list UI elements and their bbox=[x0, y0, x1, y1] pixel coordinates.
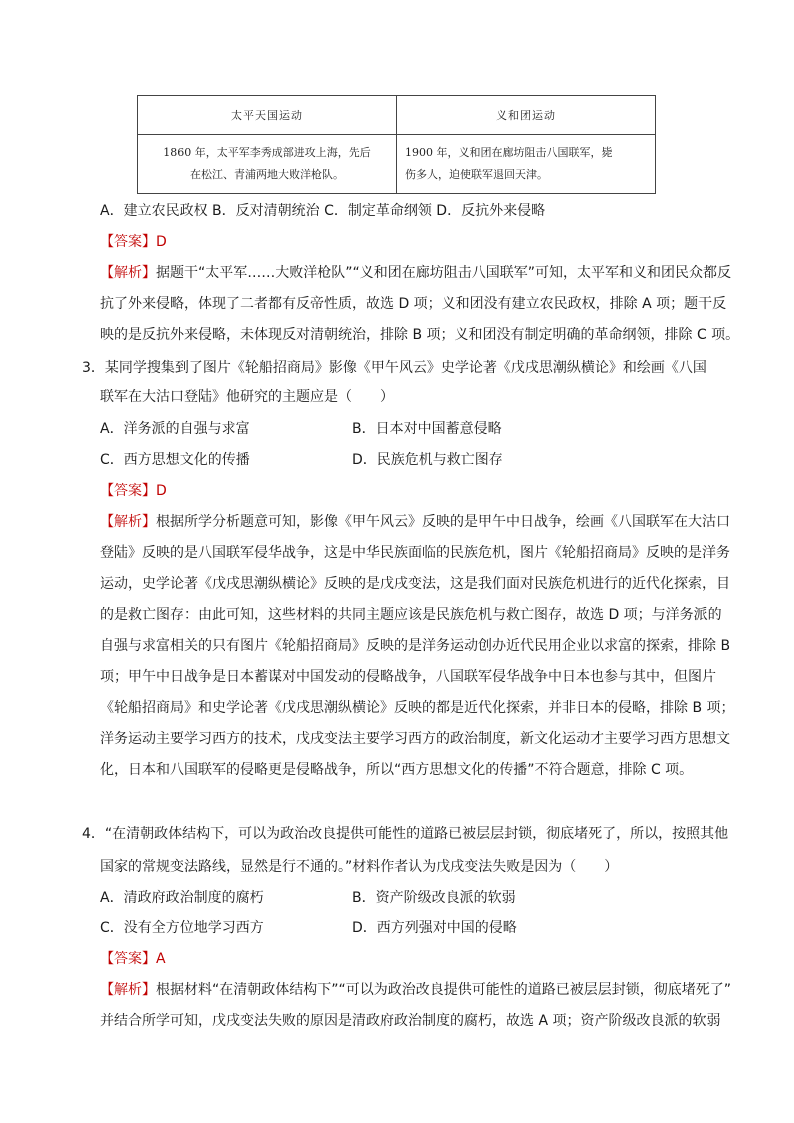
analysis-line: 抗了外来侵略，体现了二者都有反帝性质，故选 D 项；义和团没有建立农民政权，排除 A 项；题干反 bbox=[100, 296, 727, 312]
q3-analysis bbox=[100, 507, 742, 786]
analysis-line: 据题干“太平军……大败洋枪队”“义和团在廊坊阻击八国联军”可知，太平军和义和团民众都反 bbox=[156, 265, 732, 281]
q3-option-c: C．西方思想文化的传播 bbox=[100, 452, 250, 468]
analysis-line: 自强与求富相关的只有图片《轮船招商局》反映的是洋务运动创办近代民用企业以求富的探索，排除 B bbox=[100, 638, 731, 654]
q2-answer bbox=[100, 232, 760, 252]
q4-option-d: D．西方列强对中国的侵略 bbox=[352, 920, 517, 936]
comparison-table bbox=[137, 95, 656, 194]
q4-analysis bbox=[100, 975, 742, 1037]
cell-line: 伤多人，迫使联军退回天津。 bbox=[405, 168, 548, 181]
q2-analysis bbox=[100, 258, 742, 351]
q2-options: A．建立农民政权 B．反对清朝统治 C．制定革命纲领 D．反抗外来侵略 bbox=[100, 203, 546, 219]
answer-value: D bbox=[156, 234, 167, 250]
answer-value: D bbox=[156, 483, 167, 499]
answer-tag: 【答案】 bbox=[100, 234, 156, 250]
q4-stem-line: 国家的常规变法路线，显然是行不通的。”材料作者认为戊戌变法失败是因为（ ） bbox=[100, 859, 619, 875]
table-header-row bbox=[138, 96, 656, 135]
analysis-tag: 【解析】 bbox=[100, 265, 156, 281]
cell-line: 1900 年，义和团在廊坊阻击八国联军，毙 bbox=[405, 146, 613, 159]
q4-option-a: A．清政府政治制度的腐朽 bbox=[100, 890, 264, 906]
analysis-line: 根据所学分析题意可知，影像《甲午风云》反映的是甲午中日战争，绘画《八国联军在大沽口 bbox=[156, 514, 730, 530]
q3-answer bbox=[100, 481, 760, 501]
q3-option-a: A．洋务派的自强与求富 bbox=[100, 421, 250, 437]
analysis-line: 的是救亡图存：由此可知，这些材料的共同主题应该是民族危机与救亡图存，故选 D 项；与洋务派的 bbox=[100, 607, 722, 623]
table-header-taiping: 太平天国运动 bbox=[138, 96, 397, 135]
cell-line: 在松江、青浦两地大败洋枪队。 bbox=[190, 168, 344, 181]
analysis-line: 化，日本和八国联军的侵略更是侵略战争，所以“西方思想文化的传播”不符合题意，排除 C 项。 bbox=[100, 762, 694, 778]
table-row bbox=[138, 135, 656, 194]
table-cell-boxer bbox=[397, 135, 656, 194]
q4-answer bbox=[100, 949, 760, 969]
analysis-tag: 【解析】 bbox=[100, 514, 156, 530]
analysis-line: 映的是反抗外来侵略，未体现反对清朝统治，排除 B 项；义和团没有制定明确的革命纲领，排除 C 项。 bbox=[100, 327, 740, 343]
answer-value: A bbox=[156, 951, 166, 967]
table-header-boxer: 义和团运动 bbox=[397, 96, 656, 135]
analysis-line: 根据材料“在清朝政体结构下”“可以为政治改良提供可能性的道路已被层层封锁，彻底堵死了” bbox=[156, 982, 732, 998]
cell-line: 1860 年，太平军李秀成部进攻上海，先后 bbox=[163, 146, 371, 159]
analysis-tag: 【解析】 bbox=[100, 982, 156, 998]
analysis-line: 项；甲午中日战争是日本蓄谋对中国发动的侵略战争，八国联军侵华战争中日本也参与其中，但图片 bbox=[100, 669, 716, 685]
q4-option-b: B．资产阶级改良派的软弱 bbox=[352, 890, 516, 906]
q3-stem-line: 联军在大沽口登陆》他研究的主题应是（ ） bbox=[100, 389, 394, 405]
analysis-line: 运动，史学论著《戊戌思潮纵横论》反映的是戊戌变法，这是我们面对民族危机进行的近代化探索，目 bbox=[100, 576, 730, 592]
answer-tag: 【答案】 bbox=[100, 483, 156, 499]
q3-option-b: B．日本对中国蓄意侵略 bbox=[352, 421, 502, 437]
analysis-line: 登陆》反映的是八国联军侵华战争，这是中华民族面临的民族危机，图片《轮船招商局》反映的是洋务 bbox=[100, 545, 730, 561]
analysis-line: 洋务运动主要学习西方的技术，戊戌变法主要学习西方的政治制度，新文化运动才主要学习西方思想文 bbox=[100, 731, 730, 747]
q4-option-c: C．没有全方位地学习西方 bbox=[100, 920, 264, 936]
table-cell-taiping bbox=[138, 135, 397, 194]
answer-tag: 【答案】 bbox=[100, 951, 156, 967]
q3-option-d: D．民族危机与救亡图存 bbox=[352, 452, 503, 468]
analysis-line: 并结合所学可知，戊戌变法失败的原因是清政府政治制度的腐朽，故选 A 项；资产阶级改良派的软弱 bbox=[100, 1013, 721, 1029]
q3-stem-line: 3．某同学搜集到了图片《轮船招商局》影像《甲午风云》史学论著《戊戌思潮纵横论》和绘画《八国 bbox=[82, 360, 707, 376]
analysis-line: 《轮船招商局》和史学论著《戊戌思潮纵横论》反映的都是近代化探索，并非日本的侵略，排除 B 项； bbox=[100, 700, 735, 716]
q4-stem-line: 4．“在清朝政体结构下，可以为政治改良提供可能性的道路已被层层封锁，彻底堵死了，所以，按照其他 bbox=[82, 826, 729, 842]
